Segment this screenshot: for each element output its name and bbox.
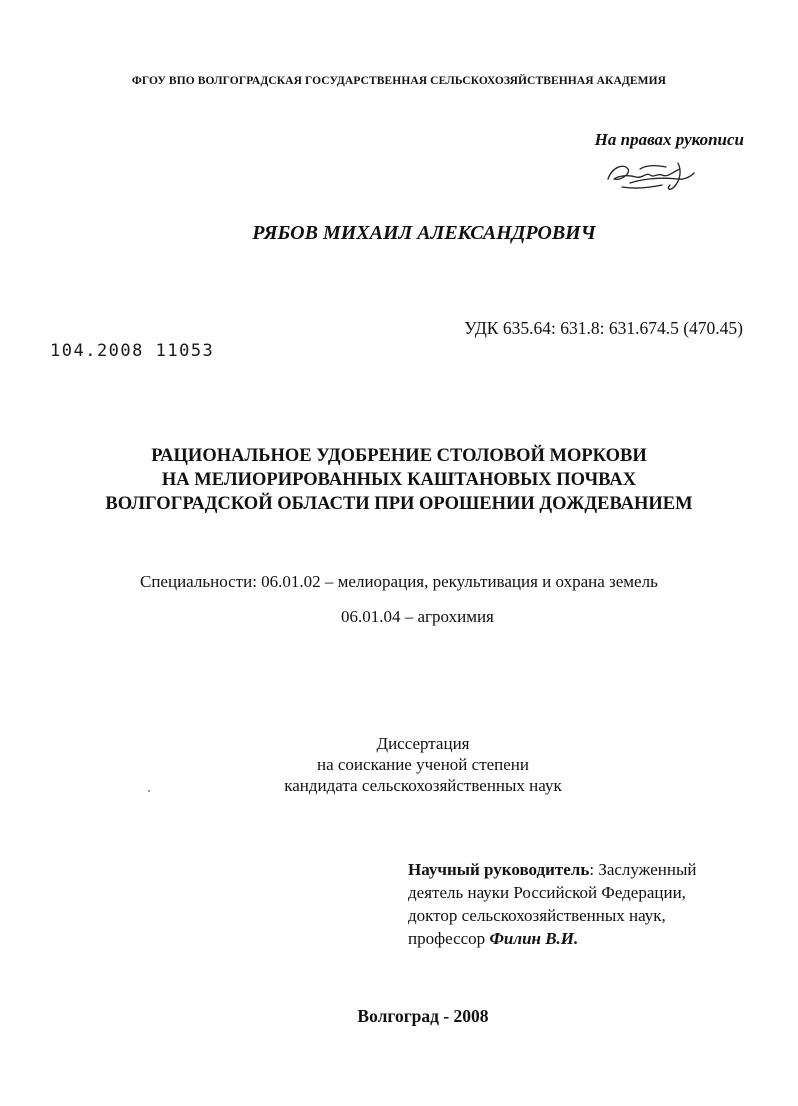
author-name: РЯБОВ МИХАИЛ АЛЕКСАНДРОВИЧ bbox=[252, 222, 596, 244]
scientific-advisor bbox=[408, 858, 696, 950]
advisor-name: Филин В.И. bbox=[489, 929, 579, 948]
advisor-rank: профессор bbox=[408, 929, 490, 948]
udc-code: УДК 635.64: 631.8: 631.674.5 (470.45) bbox=[464, 318, 743, 338]
handwritten-signature bbox=[600, 157, 700, 195]
advisor-line-2: деятель науки Российской Федерации, bbox=[408, 883, 686, 902]
title-line-1: РАЦИОНАЛЬНОЕ УДОБРЕНИЕ СТОЛОВОЙ МОРКОВИ bbox=[151, 446, 647, 466]
dissertation-line-2: на соискание ученой степени bbox=[316, 755, 530, 774]
advisor-line-1 bbox=[408, 858, 696, 881]
manuscript-rights-note: На правах рукописи bbox=[594, 130, 744, 149]
dissertation-type bbox=[0, 733, 798, 796]
library-stamp-number: 104.2008 11053 bbox=[50, 341, 215, 361]
specialties-line-2: 06.01.04 – агрохимия bbox=[341, 607, 494, 626]
dissertation-line-1: Диссертация bbox=[376, 734, 470, 753]
title-line-3: ВОЛГОГРАДСКОЙ ОБЛАСТИ ПРИ ОРОШЕНИИ ДОЖДЕВАНИЕМ bbox=[105, 494, 693, 514]
dissertation-line-3: кандидата сельскохозяйственных наук bbox=[284, 776, 562, 795]
advisor-line-3: доктор сельскохозяйственных наук, bbox=[408, 906, 666, 925]
specialties-line-1: Специальности: 06.01.02 – мелиорация, рекультивация и охрана земель bbox=[140, 572, 658, 591]
city-year: Волгоград - 2008 bbox=[357, 1006, 489, 1026]
title-line-2: НА МЕЛИОРИРОВАННЫХ КАШТАНОВЫХ ПОЧВАХ bbox=[161, 470, 637, 490]
scan-speck bbox=[148, 790, 150, 792]
dissertation-title bbox=[0, 444, 798, 516]
institution-header: ФГОУ ВПО ВОЛГОГРАДСКАЯ ГОСУДАРСТВЕННАЯ СЕЛЬСКОХОЗЯЙСТВЕННАЯ АКАДЕМИЯ bbox=[131, 75, 667, 87]
advisor-title-start: : Заслуженный bbox=[589, 860, 697, 879]
advisor-line-4 bbox=[408, 927, 696, 950]
advisor-label: Научный руководитель bbox=[408, 860, 590, 879]
